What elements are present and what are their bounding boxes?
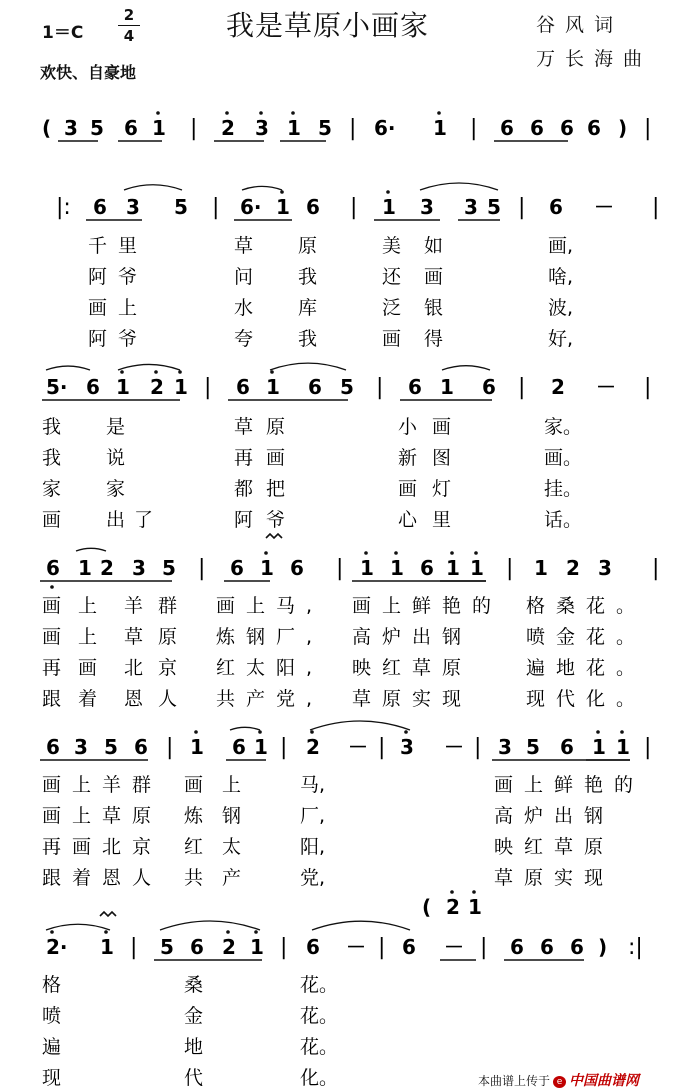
lyric-text: 上 bbox=[78, 626, 98, 648]
lyric-text: 画 bbox=[88, 297, 108, 319]
note: 3 bbox=[598, 556, 612, 580]
lyric-text: 草 bbox=[234, 416, 254, 438]
lyric-text: 把 bbox=[266, 478, 286, 500]
slur-arc bbox=[46, 366, 90, 370]
lyric-text: 夸 bbox=[234, 328, 254, 350]
barline: |: bbox=[56, 195, 71, 220]
note: 1 bbox=[100, 935, 114, 959]
high-octave-dot bbox=[291, 111, 295, 115]
high-octave-dot bbox=[280, 190, 284, 194]
lyric-text: 我 bbox=[42, 416, 62, 438]
note: － bbox=[346, 935, 366, 959]
note: 6 bbox=[540, 935, 554, 959]
lyric-text: 家 bbox=[42, 478, 62, 500]
note: 1 bbox=[468, 895, 482, 919]
high-octave-dot bbox=[225, 111, 229, 115]
note: 3 bbox=[420, 195, 434, 219]
note: 5 bbox=[90, 116, 104, 140]
lyric-text: 画上草原 bbox=[42, 805, 163, 827]
note: － bbox=[594, 195, 614, 219]
lyric-text: 北 bbox=[124, 657, 144, 679]
note: 3 bbox=[126, 195, 140, 219]
note: 2 bbox=[100, 556, 114, 580]
lyric-text: 了 bbox=[134, 509, 154, 531]
note: 6 bbox=[510, 935, 524, 959]
note: 6 bbox=[549, 195, 563, 219]
note: 6 bbox=[46, 735, 60, 759]
note: 1 bbox=[390, 556, 404, 580]
high-octave-dot bbox=[104, 930, 108, 934]
barline: | bbox=[336, 556, 344, 581]
slur-arc bbox=[312, 921, 410, 930]
high-octave-dot bbox=[259, 111, 263, 115]
lyric-text: 红 bbox=[184, 836, 204, 858]
barline: | bbox=[190, 116, 198, 141]
lyric-text: 我 bbox=[42, 447, 62, 469]
lyric-text: 画 bbox=[382, 328, 402, 350]
note: 6· bbox=[240, 195, 262, 219]
lyric-text: 画 bbox=[42, 626, 62, 648]
lyric-text: 羊 bbox=[124, 595, 144, 617]
barline: | bbox=[198, 556, 206, 581]
high-octave-dot bbox=[310, 730, 314, 734]
lyric-text: 映红草原 bbox=[352, 657, 473, 679]
slur-arc bbox=[76, 548, 106, 551]
lyric-text: 话。 bbox=[544, 509, 583, 531]
note: 5 bbox=[318, 116, 332, 140]
lyric-text: 产 bbox=[222, 867, 242, 889]
note: 6 bbox=[232, 735, 246, 759]
lyric-text: 桑 bbox=[184, 974, 204, 996]
high-octave-dot bbox=[437, 111, 441, 115]
note: 1 bbox=[440, 375, 454, 399]
barline: | bbox=[652, 195, 660, 220]
barline: | bbox=[506, 556, 514, 581]
lyric-text: 泛 bbox=[382, 297, 402, 319]
lyric-text: 都 bbox=[234, 478, 254, 500]
lyric-text: 得 bbox=[424, 328, 444, 350]
lyric-text: 里 bbox=[118, 235, 138, 257]
lyric-text: 画 bbox=[184, 774, 204, 796]
slur-arc bbox=[310, 721, 410, 730]
note: 2 bbox=[150, 375, 164, 399]
note: 6 bbox=[134, 735, 148, 759]
barline: | bbox=[480, 935, 488, 960]
lyric-text: 草 bbox=[124, 626, 144, 648]
lyric-text: 画上马, bbox=[216, 595, 324, 617]
lyric-text: 格桑花。 bbox=[526, 595, 647, 617]
lyric-text: 上 bbox=[118, 297, 138, 319]
slur-arc bbox=[124, 185, 182, 190]
lyric-text: 代 bbox=[184, 1067, 204, 1089]
lyric-text: 银 bbox=[424, 297, 444, 319]
note: 1 bbox=[287, 116, 301, 140]
slur-arc bbox=[230, 727, 260, 730]
high-octave-dot bbox=[450, 551, 454, 555]
note: 1 bbox=[254, 735, 268, 759]
note: 6 bbox=[570, 935, 584, 959]
barline: | bbox=[349, 116, 357, 141]
note: 1 bbox=[616, 735, 630, 759]
lyric-text: 原 bbox=[298, 235, 318, 257]
barline: | bbox=[212, 195, 220, 220]
note: － bbox=[596, 375, 616, 399]
high-octave-dot bbox=[364, 551, 368, 555]
note: 5 bbox=[526, 735, 540, 759]
lyric-text: 好, bbox=[548, 328, 574, 350]
lyric-text: 跟着恩人 bbox=[42, 867, 163, 889]
lyric-text: 花。 bbox=[300, 974, 339, 996]
barline: | bbox=[280, 935, 288, 960]
note: 6 bbox=[86, 375, 100, 399]
note: 6 bbox=[230, 556, 244, 580]
note: 6 bbox=[402, 935, 416, 959]
note: 2 bbox=[446, 895, 460, 919]
note: 1 bbox=[174, 375, 188, 399]
lyric-text: 再画北京 bbox=[42, 836, 163, 858]
note: 1 bbox=[78, 556, 92, 580]
lyric-text: 上 bbox=[78, 595, 98, 617]
lyric-text: 画, bbox=[548, 235, 574, 257]
note: 3 bbox=[498, 735, 512, 759]
footer-prefix: 本曲谱上传于 bbox=[478, 1074, 551, 1088]
note: 6 bbox=[560, 735, 574, 759]
tempo-marking: 欢快、自豪地 bbox=[40, 63, 137, 82]
barline: | bbox=[130, 935, 138, 960]
note: － bbox=[444, 935, 464, 959]
note: 6 bbox=[482, 375, 496, 399]
note: 1 bbox=[534, 556, 548, 580]
note: 2 bbox=[222, 935, 236, 959]
note: 6 bbox=[236, 375, 250, 399]
lyric-text: 再 bbox=[234, 447, 254, 469]
lyric-text: 我 bbox=[298, 266, 318, 288]
barline: :| bbox=[628, 935, 643, 960]
note: ( bbox=[42, 116, 52, 140]
lyric-text: 爷 bbox=[266, 509, 286, 531]
lyric-text: 格 bbox=[42, 974, 62, 996]
note: 5 bbox=[162, 556, 176, 580]
lyric-text: 草原实现 bbox=[352, 688, 473, 710]
note: 1 bbox=[276, 195, 290, 219]
lyric-text: 我 bbox=[298, 328, 318, 350]
lyric-text: 金 bbox=[184, 1005, 204, 1027]
lyric-text: 画 bbox=[42, 509, 62, 531]
note: 6 bbox=[500, 116, 514, 140]
lyric-text: 群 bbox=[158, 595, 178, 617]
slur-arc bbox=[242, 186, 282, 190]
note: 5 bbox=[487, 195, 501, 219]
slur-arc bbox=[46, 924, 110, 930]
note: 6 bbox=[530, 116, 544, 140]
note: 3 bbox=[74, 735, 88, 759]
time-sig-bottom: 4 bbox=[123, 27, 135, 45]
barline: | bbox=[378, 735, 386, 760]
lyric-text: 波, bbox=[548, 297, 574, 319]
barline: | bbox=[204, 375, 212, 400]
mordent-ornament bbox=[266, 534, 282, 538]
note: 1 bbox=[382, 195, 396, 219]
barline: | bbox=[378, 935, 386, 960]
note: 6 bbox=[408, 375, 422, 399]
lyric-text: 阿 bbox=[88, 266, 108, 288]
low-octave-dot bbox=[50, 585, 54, 589]
slur-arc bbox=[442, 366, 490, 370]
lyric-text: 画 bbox=[398, 478, 418, 500]
lyric-text: 现 bbox=[42, 1067, 62, 1089]
slur-arc bbox=[420, 183, 498, 190]
lyric-text: 人 bbox=[158, 688, 178, 710]
lyric-text: 出 bbox=[106, 509, 126, 531]
lyric-text: 草 bbox=[234, 235, 254, 257]
note: ) bbox=[598, 935, 608, 959]
lyric-text: 爷 bbox=[118, 328, 138, 350]
slur-arc bbox=[270, 363, 346, 370]
note: 2· bbox=[46, 935, 68, 959]
lyric-text: 着 bbox=[78, 688, 98, 710]
lyric-text: 上 bbox=[222, 774, 242, 796]
key-signature: 1＝C bbox=[42, 23, 84, 43]
barline: | bbox=[518, 375, 526, 400]
lyric-text: 灯 bbox=[432, 478, 452, 500]
high-octave-dot bbox=[620, 730, 624, 734]
lyric-text: 是 bbox=[106, 416, 126, 438]
lyricist-credit: 谷风词 bbox=[536, 14, 624, 36]
lyric-text: 库 bbox=[298, 297, 318, 319]
note: － bbox=[348, 735, 368, 759]
note: 6 bbox=[93, 195, 107, 219]
lyric-text: 心 bbox=[398, 509, 418, 531]
note: 6 bbox=[420, 556, 434, 580]
note: 3 bbox=[464, 195, 478, 219]
lyric-text: 马, bbox=[300, 774, 326, 796]
lyric-text: 画 bbox=[432, 416, 452, 438]
high-octave-dot bbox=[450, 890, 454, 894]
lyric-text: 还 bbox=[382, 266, 402, 288]
note: 6 bbox=[306, 935, 320, 959]
note: 1 bbox=[266, 375, 280, 399]
lyric-text: 说 bbox=[106, 447, 126, 469]
note: 1 bbox=[433, 116, 447, 140]
lyric-text: 高炉出钢 bbox=[494, 805, 615, 827]
note: 1 bbox=[446, 556, 460, 580]
lyric-text: 画上鲜艳的 bbox=[352, 595, 503, 617]
lyric-text: 喷 bbox=[42, 1005, 62, 1027]
lyric-text: 画 bbox=[424, 266, 444, 288]
note: 1 bbox=[190, 735, 204, 759]
lyric-text: 恩 bbox=[124, 688, 144, 710]
high-octave-dot bbox=[394, 551, 398, 555]
lyric-text: 地 bbox=[184, 1036, 204, 1058]
note: 5 bbox=[160, 935, 174, 959]
lyric-text: 画 bbox=[42, 595, 62, 617]
high-octave-dot bbox=[226, 930, 230, 934]
barline: | bbox=[376, 375, 384, 400]
lyric-text: 高炉出钢 bbox=[352, 626, 473, 648]
lyric-text: 太 bbox=[222, 836, 242, 858]
lyric-text: 遍地花。 bbox=[526, 657, 647, 679]
barline: | bbox=[280, 735, 288, 760]
high-octave-dot bbox=[386, 190, 390, 194]
lyric-text: 钢 bbox=[222, 805, 242, 827]
lyric-text: 新 bbox=[398, 447, 418, 469]
barline: | bbox=[166, 735, 174, 760]
barline: | bbox=[644, 116, 652, 141]
lyric-text: 里 bbox=[432, 509, 452, 531]
lyric-text: 爷 bbox=[118, 266, 138, 288]
note: 2 bbox=[221, 116, 235, 140]
barline: | bbox=[470, 116, 478, 141]
lyric-text: 炼 bbox=[184, 805, 204, 827]
note: 5 bbox=[104, 735, 118, 759]
note: 1 bbox=[470, 556, 484, 580]
lyric-text: 原 bbox=[266, 416, 286, 438]
barline: | bbox=[474, 735, 482, 760]
note: 6 bbox=[306, 195, 320, 219]
lyric-text: 再 bbox=[42, 657, 62, 679]
lyric-text: 草原实现 bbox=[494, 867, 615, 889]
note: 1 bbox=[260, 556, 274, 580]
note: 1 bbox=[360, 556, 374, 580]
lyric-text: 花。 bbox=[300, 1005, 339, 1027]
note: 6 bbox=[290, 556, 304, 580]
lyric-text: 问 bbox=[234, 266, 254, 288]
note: 2 bbox=[306, 735, 320, 759]
slur-arc bbox=[118, 364, 180, 370]
note: 6 bbox=[308, 375, 322, 399]
note: 5· bbox=[46, 375, 68, 399]
lyric-text: 炼钢厂, bbox=[216, 626, 324, 648]
note: 3 bbox=[64, 116, 78, 140]
note: 6 bbox=[190, 935, 204, 959]
high-octave-dot bbox=[156, 111, 160, 115]
mordent-ornament bbox=[100, 912, 116, 916]
song-title: 我是草原小画家 bbox=[226, 9, 430, 42]
lyric-text: 党, bbox=[300, 867, 326, 889]
lyric-text: 遍 bbox=[42, 1036, 62, 1058]
lyric-text: 画上羊群 bbox=[42, 774, 163, 796]
note: 6· bbox=[374, 116, 396, 140]
note: 6 bbox=[124, 116, 138, 140]
high-octave-dot bbox=[270, 370, 274, 374]
note: 5 bbox=[340, 375, 354, 399]
note: 6 bbox=[46, 556, 60, 580]
lyric-text: 画。 bbox=[544, 447, 583, 469]
lyric-text: 花。 bbox=[300, 1036, 339, 1058]
lyric-text: 红太阳, bbox=[216, 657, 324, 679]
time-sig-top: 2 bbox=[123, 6, 135, 24]
high-octave-dot bbox=[178, 370, 182, 374]
high-octave-dot bbox=[154, 370, 158, 374]
composer-credit: 万长海曲 bbox=[536, 48, 653, 70]
lyric-text: 啥, bbox=[548, 266, 574, 288]
footer-site-name: 中国曲谱网 bbox=[569, 1073, 640, 1089]
high-octave-dot bbox=[50, 930, 54, 934]
lyric-text: 京 bbox=[158, 657, 178, 679]
lyric-text: 映红草原 bbox=[494, 836, 615, 858]
footer-watermark bbox=[478, 1070, 639, 1090]
lyric-text: 画上鲜艳的 bbox=[494, 774, 645, 796]
lyric-text: 美 bbox=[382, 235, 402, 257]
lyric-text: 图 bbox=[432, 447, 452, 469]
barline: | bbox=[652, 556, 660, 581]
lyric-text: 阿 bbox=[88, 328, 108, 350]
lyric-text: 如 bbox=[424, 235, 444, 257]
note: 6 bbox=[587, 116, 601, 140]
barline: | bbox=[350, 195, 358, 220]
note: 5 bbox=[174, 195, 188, 219]
lyric-text: 阳, bbox=[300, 836, 326, 858]
note: 3 bbox=[132, 556, 146, 580]
lyric-text: 挂。 bbox=[544, 478, 583, 500]
lyric-text: 水 bbox=[234, 297, 254, 319]
site-logo-icon: e bbox=[553, 1076, 566, 1088]
lyric-text: 跟 bbox=[42, 688, 62, 710]
note: 3 bbox=[255, 116, 269, 140]
high-octave-dot bbox=[404, 730, 408, 734]
note: 3 bbox=[400, 735, 414, 759]
lyric-text: 共 bbox=[184, 867, 204, 889]
lyric-text: 现代化。 bbox=[526, 688, 647, 710]
lyric-text: 厂, bbox=[300, 805, 326, 827]
lyric-text: 小 bbox=[398, 416, 418, 438]
high-octave-dot bbox=[264, 551, 268, 555]
note: ) bbox=[618, 116, 628, 140]
lyric-text: 原 bbox=[158, 626, 178, 648]
high-octave-dot bbox=[472, 890, 476, 894]
slur-arc bbox=[160, 921, 260, 930]
note: 2 bbox=[566, 556, 580, 580]
note: － bbox=[444, 735, 464, 759]
lyric-text: 共产党, bbox=[216, 688, 324, 710]
note: 6 bbox=[560, 116, 574, 140]
lyric-text: 千 bbox=[88, 235, 108, 257]
note: 1 bbox=[592, 735, 606, 759]
barline: | bbox=[644, 735, 652, 760]
barline: | bbox=[644, 375, 652, 400]
high-octave-dot bbox=[120, 370, 124, 374]
high-octave-dot bbox=[596, 730, 600, 734]
note: 1 bbox=[116, 375, 130, 399]
high-octave-dot bbox=[254, 930, 258, 934]
note: ( bbox=[422, 895, 432, 919]
lyric-text: 画 bbox=[78, 657, 98, 679]
note: 2 bbox=[551, 375, 565, 399]
high-octave-dot bbox=[474, 551, 478, 555]
lyric-text: 家 bbox=[106, 478, 126, 500]
high-octave-dot bbox=[258, 730, 262, 734]
note: 1 bbox=[250, 935, 264, 959]
lyric-text: 家。 bbox=[544, 416, 583, 438]
lyric-text: 画 bbox=[266, 447, 286, 469]
lyric-text: 化。 bbox=[300, 1067, 339, 1089]
lyric-text: 阿 bbox=[234, 509, 254, 531]
high-octave-dot bbox=[194, 730, 198, 734]
barline: | bbox=[518, 195, 526, 220]
note: 1 bbox=[152, 116, 166, 140]
lyric-text: 喷金花。 bbox=[526, 626, 647, 648]
